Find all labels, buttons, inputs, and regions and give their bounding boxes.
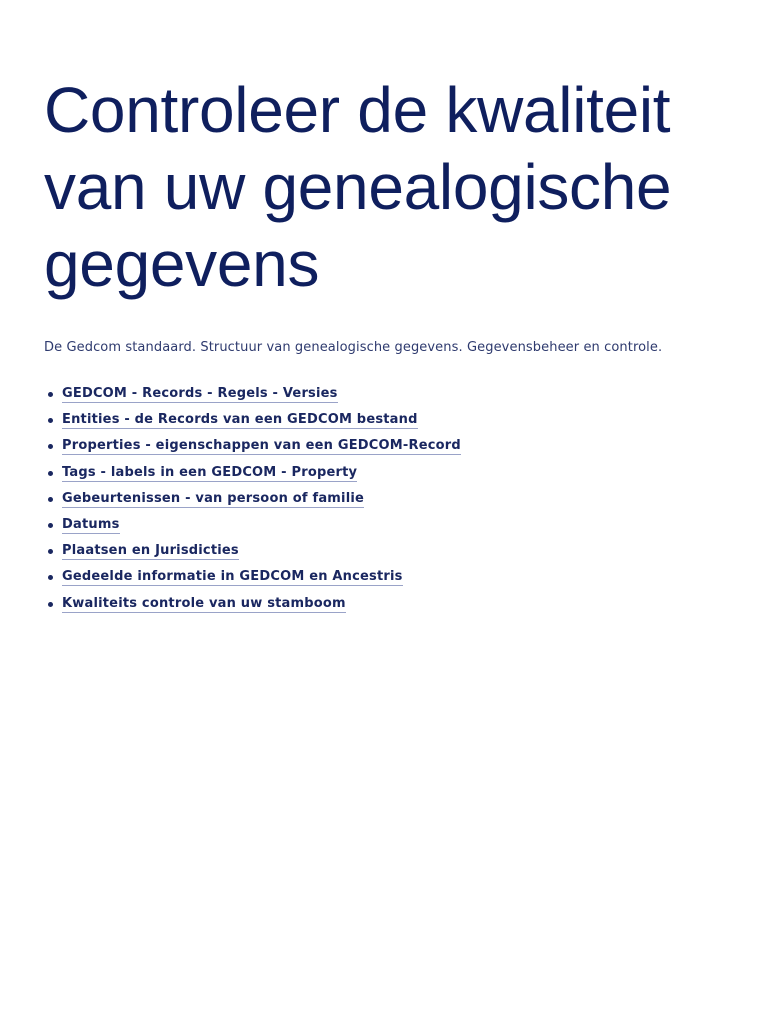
- link-plaatsen[interactable]: Plaatsen en Jurisdicties: [62, 543, 239, 559]
- list-item: [62, 381, 734, 407]
- list-item: [62, 433, 734, 459]
- bullet-icon: [48, 549, 53, 554]
- list-item: [62, 538, 734, 564]
- link-gedeelde-informatie[interactable]: Gedeelde informatie in GEDCOM en Ancestris: [62, 569, 403, 585]
- page-title: Controleer de kwaliteit van uw genealogische gegevens: [44, 74, 672, 300]
- bullet-icon: [48, 523, 53, 528]
- page-content: [44, 72, 734, 617]
- list-item: [62, 564, 734, 590]
- list-item: [62, 460, 734, 486]
- list-item: [62, 407, 734, 433]
- bullet-icon: [48, 575, 53, 580]
- topic-link-list: [44, 381, 734, 617]
- link-gebeurtenissen[interactable]: Gebeurtenissen - van persoon of familie: [62, 490, 365, 506]
- link-gedcom-records[interactable]: GEDCOM - Records - Regels - Versies: [62, 386, 338, 401]
- link-entities[interactable]: Entities - de Records van een GEDCOM bestand: [62, 412, 418, 428]
- bullet-icon: [48, 497, 53, 502]
- bullet-icon: [48, 602, 53, 607]
- bullet-icon: [48, 444, 53, 449]
- intro-paragraph: De Gedcom standaard. Structuur van genealogische gegevens. Gegevensbeheer en controle.: [44, 340, 663, 355]
- link-properties[interactable]: Properties - eigenschappen van een GEDCOM-Record: [62, 438, 461, 454]
- bullet-icon: [48, 392, 53, 397]
- list-item: [62, 486, 734, 512]
- list-item: [62, 512, 734, 538]
- bullet-icon: [48, 418, 53, 423]
- link-kwaliteits-controle[interactable]: Kwaliteits controle van uw stamboom: [62, 595, 346, 611]
- link-datums[interactable]: Datums: [62, 516, 120, 532]
- list-item: [62, 591, 734, 617]
- bullet-icon: [48, 471, 53, 476]
- link-tags[interactable]: Tags - labels in een GEDCOM - Property: [62, 464, 358, 480]
